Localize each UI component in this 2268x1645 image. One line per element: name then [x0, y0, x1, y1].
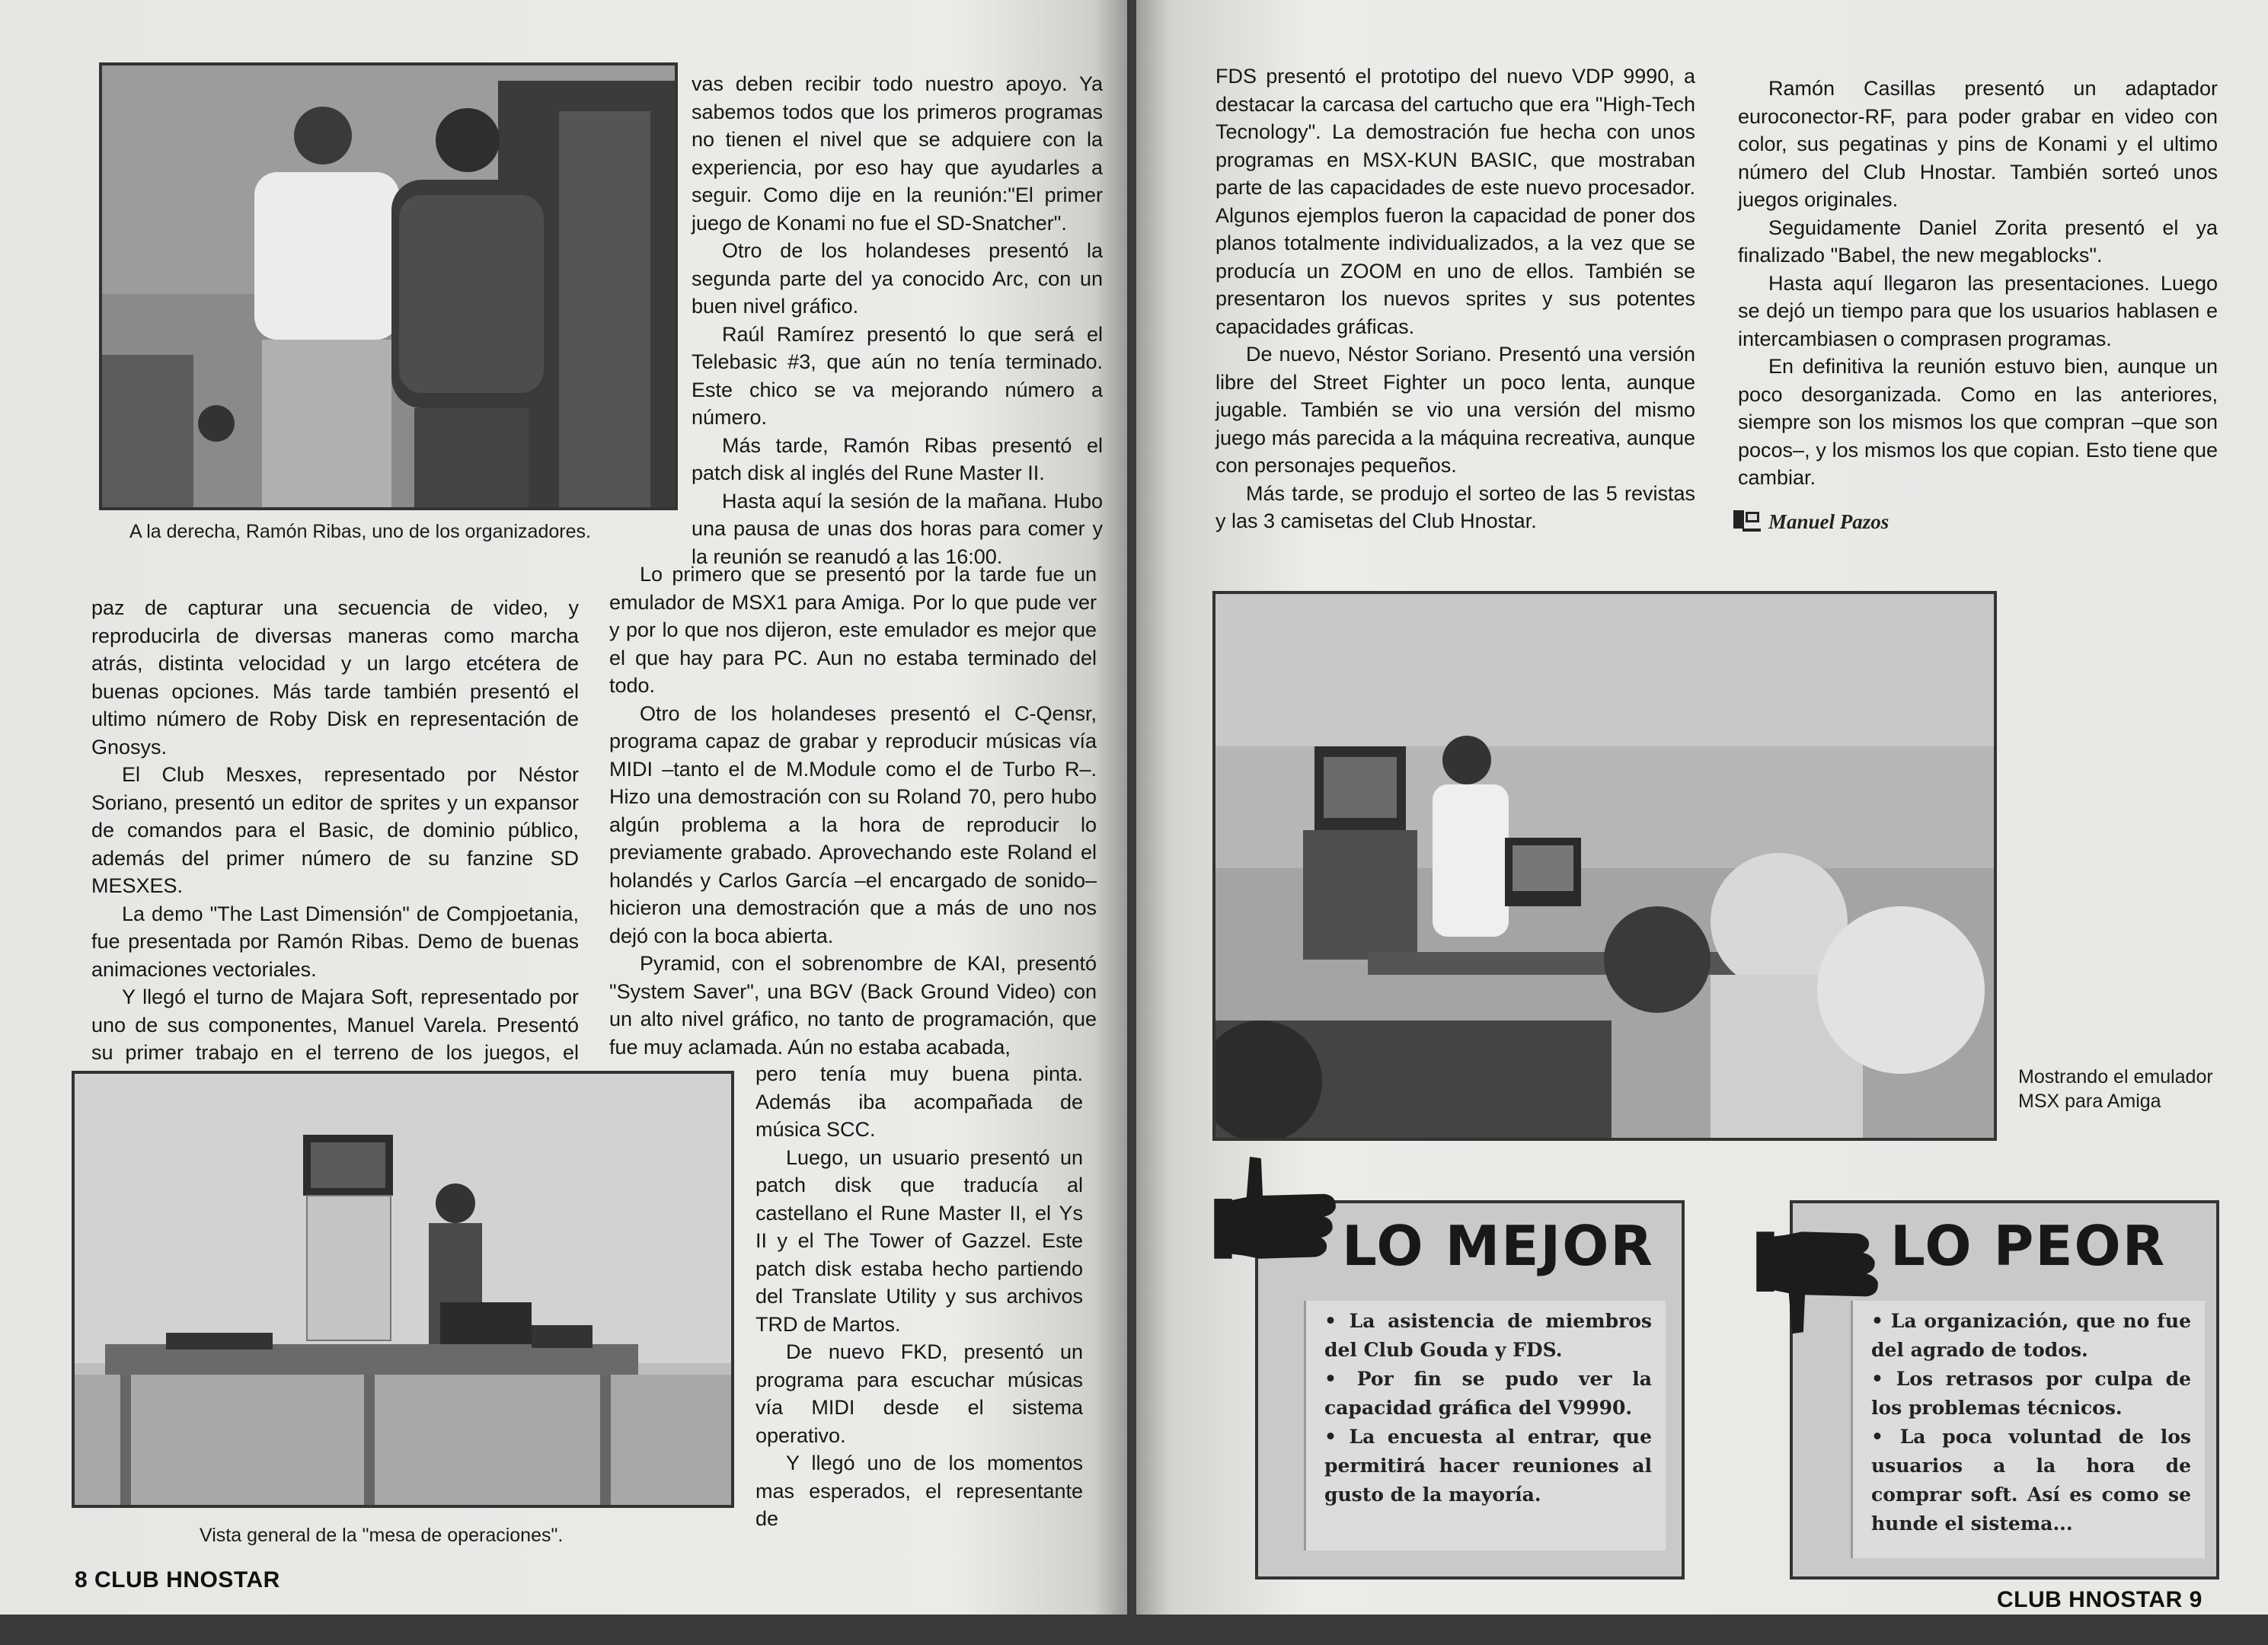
paragraph: De nuevo FKD, presentó un programa para escuchar músicas vía MIDI desde el sistema operativo.	[755, 1340, 1083, 1447]
photo-amiga-emulator	[1212, 591, 1997, 1141]
paragraph: Luego, un usuario presentó un patch disk que traducía al castellano el Rune Master II, el Ys II y el The Tower of Gazzel. Este patch disk estaba hecho partiendo del Translate Utility y sus archivos TRD de Martos.	[755, 1145, 1083, 1336]
paragraph: Hasta aquí la sesión de la mañana. Hubo una pausa de unas dos horas para comer y la reunión se reanudó a las 16:00.	[692, 489, 1103, 568]
photo-organizers	[99, 62, 678, 510]
author-signature: Manuel Pazos	[1768, 510, 1889, 533]
paragraph: Y llegó uno de los momentos mas esperados, el representante de	[755, 1452, 1083, 1530]
photo-organizers-caption: A la derecha, Ramón Ribas, uno de los organizadores.	[129, 521, 591, 542]
photo-amiga-caption: Mostrando el emulador MSX para Amiga	[2018, 1066, 2213, 1112]
paragraph: FDS presentó el prototipo del nuevo VDP 9990, a destacar la carcasa del cartucho que era "High-Tech Tecnology". La demostración fue hecha con unos programas en MSX-KUN BASIC, que mostraban parte de las capacidades de este nuevo procesador. Algunos ejemplos fueron la capacidad de poner dos planos totalmente individualizados, a la vez que se producía un ZOOM en uno de ellos. También se presentaron los nuevos sprites y sus potentes capacidades gráficas.	[1215, 65, 1695, 338]
paragraph: Otro de los holandeses presentó el C-Qensr, programa capaz de grabar y reproducir músicas vía MIDI –tanto el de M.Module como el de Turbo R–. Hizo una demostración con su Roland 70, pero hubo algún problema a la hora de reproducir lo previamente grabado. Aprovechando este Roland el holandés y Carlos García –el encargado de sonido– hicieron una demostración que a más de uno nos dejó con la boca abierta.	[609, 701, 1097, 947]
paragraph: Ramón Casillas presentó un adaptador euroconector-RF, para poder grabar en video con color, sus pegatinas y pins de Konami y el ultimo número del Club Hnostar. También sorteó unos juegos originales.	[1738, 77, 2218, 211]
best-item: • La asistencia de miembros del Club Gouda y FDS.	[1324, 1310, 1652, 1361]
best-item: • Por fin se pudo ver la capacidad gráfica del V9990.	[1324, 1368, 1652, 1419]
paragraph: De nuevo, Néstor Soriano. Presentó una versión libre del Street Fighter un poco lenta, aunque jugable. También se vio una versión del mismo juego más parecida a la máquina recreativa, aunque con personajes pequeños.	[1215, 343, 1695, 477]
paragraph: Hasta aquí llegaron las presentaciones. Luego se dejó un tiempo para que los usuarios hablasen e intercambiasen o comprasen programas.	[1738, 271, 2218, 350]
column-a	[692, 70, 1103, 570]
author-computer-icon	[1732, 507, 1762, 535]
paragraph: La demo "The Last Dimensión" de Compjoetania, fue presentada por Ramón Ribas. Demo de buenas animaciones vectoriales.	[91, 902, 579, 981]
paragraph: Y llegó el turno de Majara Soft, representado por uno de sus componentes, Manuel Varela. Presentó su primer trabajo en el terreno de los juegos, el	[91, 985, 579, 1064]
worst-box-title: LO PEOR	[1890, 1214, 2167, 1278]
column-c	[1215, 62, 1695, 535]
paragraph: Pyramid, con el sobrenombre de KAI, presentó "System Saver", una BGV (Back Ground Video) con un alto nivel gráfico, no tanto de programación, que fue muy aclamada. Aún no estaba acabada,	[609, 952, 1097, 1059]
paragraph: En definitiva la reunión estuvo bien, aunque un poco desorganizada. Como en las anteriores, siempre son los mismos los que compran –que son pocos–, y los mismos los que copian. Esto tiene que cambiar.	[1738, 355, 2218, 489]
page-folio-right: CLUB HNOSTAR 9	[1997, 1587, 2203, 1612]
paragraph: Otro de los holandeses presentó la segunda parte del ya conocido Arc, con un buen nivel gráfico.	[692, 239, 1103, 318]
column-b	[91, 594, 579, 1123]
paragraph: Seguidamente Daniel Zorita presentó el ya finalizado "Babel, the new megablocks".	[1738, 216, 2218, 267]
paragraph: vas deben recibir todo nuestro apoyo. Ya sabemos todos que los primeros programas no tienen el nivel que se adquiere con la experiencia, por eso hay que ayudarles a seguir. Como dije en la reunión:"El primer juego de Konami no fue el SD-Snatcher".	[692, 72, 1103, 235]
paragraph: pero tenía muy buena pinta. Además iba acompañada de música SCC.	[755, 1062, 1083, 1141]
photo-operations-caption: Vista general de la "mesa de operaciones".	[200, 1525, 564, 1546]
thumbs-down-icon	[1753, 1219, 1883, 1340]
worst-item: • La organización, que no fue del agrado de todos.	[1871, 1310, 2191, 1361]
paragraph: El Club Mesxes, representado por Néstor Soriano, presentó un editor de sprites y un expansor de comandos para el Basic, de dominio público, además del primer número de su fanzine SD MESXES.	[91, 763, 579, 897]
best-item: • La encuesta al entrar, que permitirá hacer reuniones al gusto de la mayoría.	[1324, 1426, 1652, 1506]
paragraph: Lo primero que se presentó por la tarde fue un emulador de MSX1 para Amiga. Por lo que pude ver y por lo que nos dijeron, este emulador es mejor que el que hay para PC. Aun no estaba terminado del todo.	[609, 563, 1097, 697]
worst-item: • La poca voluntad de los usuarios a la hora de comprar soft. Así es como se hunde el sistema...	[1871, 1426, 2191, 1535]
left-page	[0, 0, 1127, 1615]
worst-item: • Los retrasos por culpa de los problemas técnicos.	[1871, 1368, 2191, 1419]
paragraph: Más tarde, se produjo el sorteo de las 5 revistas y las 3 camisetas del Club Hnostar.	[1215, 481, 1695, 532]
column-a-tail	[755, 1060, 1083, 1533]
best-box-title: LO MEJOR	[1342, 1214, 1654, 1278]
paragraph: Más tarde, Ramón Ribas presentó el patch disk al inglés del Rune Master II.	[692, 433, 1103, 484]
paragraph: paz de capturar una secuencia de video, y reproducirla de diversas maneras como marcha atrás, distinta velocidad y un largo etcétera de buenas opciones. Más tarde también presentó el ultimo número de Roby Disk en representación de Gnosys.	[91, 596, 579, 759]
photo-operations-table	[72, 1071, 734, 1508]
page-folio-left: 8 CLUB HNOSTAR	[75, 1567, 280, 1592]
column-a-wide	[609, 561, 1097, 1061]
best-box-list	[1304, 1301, 1666, 1551]
worst-box-list	[1851, 1301, 2205, 1558]
thumbs-up-icon	[1211, 1150, 1340, 1272]
column-d	[1738, 75, 2218, 492]
paragraph: Raúl Ramírez presentó lo que será el Telebasic #3, que aún no tenía terminado. Este chico se va mejorando número a número.	[692, 322, 1103, 429]
right-page	[1136, 0, 2268, 1615]
